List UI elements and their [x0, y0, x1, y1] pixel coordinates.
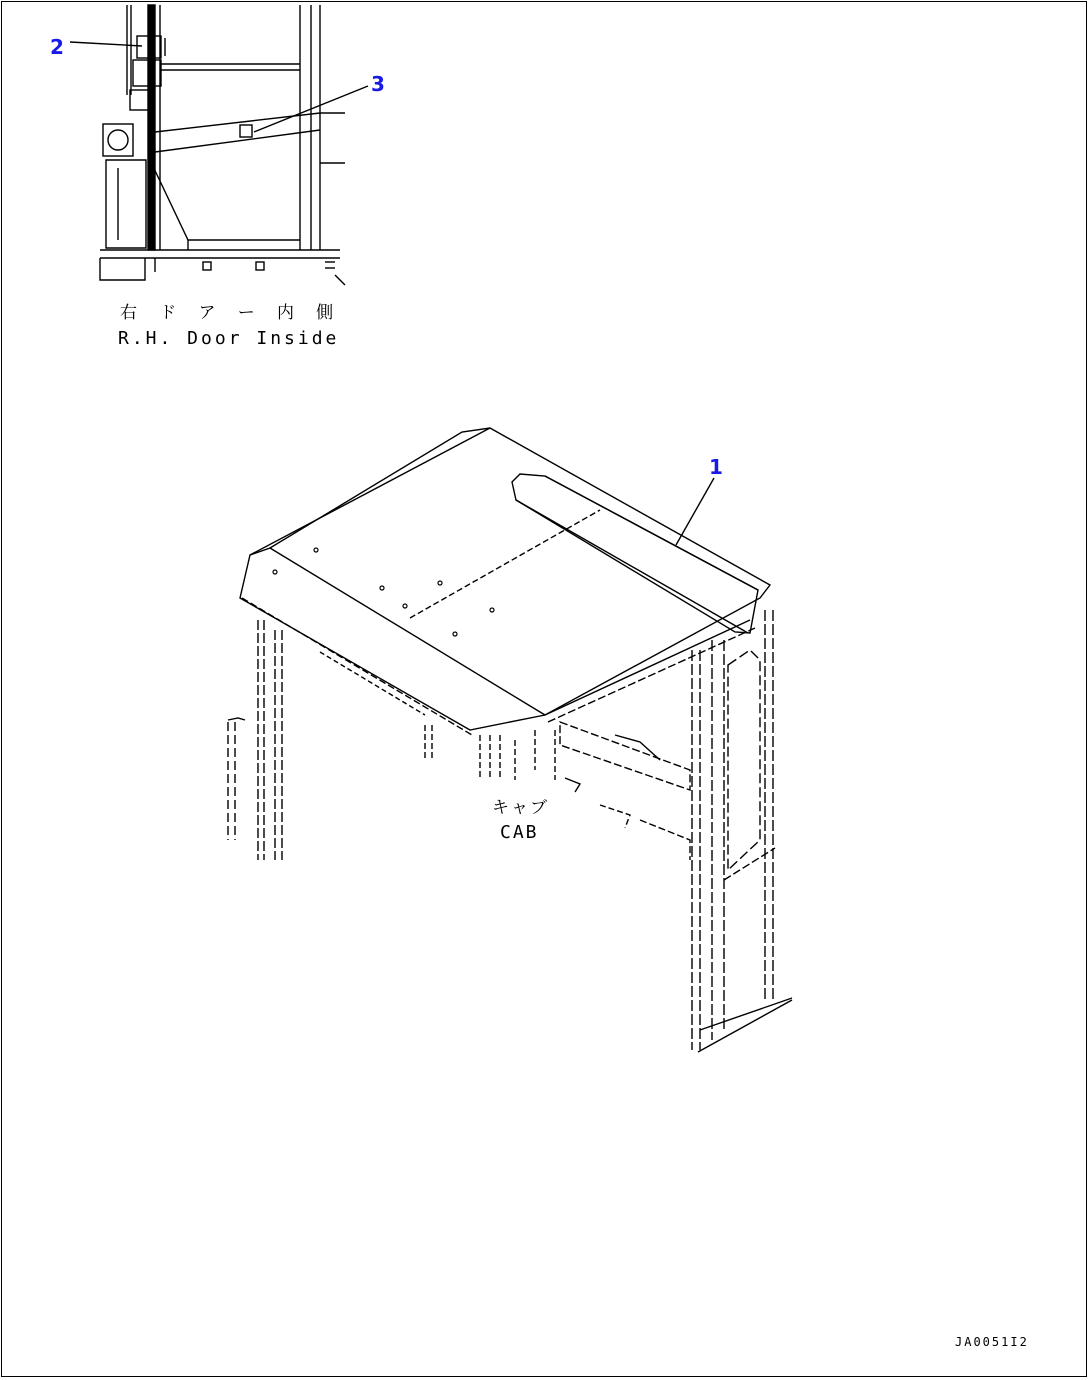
- callout-1[interactable]: 1: [709, 455, 723, 479]
- inset-caption-ja: 右 ド ア ー 内 側: [120, 303, 340, 323]
- cab-drawing: [228, 428, 792, 1052]
- drawing-code: JA0051I2: [955, 1335, 1029, 1349]
- callout-3[interactable]: 3: [371, 72, 385, 96]
- callout-2[interactable]: 2: [50, 35, 64, 59]
- leader-1: [676, 478, 714, 545]
- cab-caption-ja: キャブ: [492, 798, 549, 818]
- door-inset-drawing: [100, 5, 345, 285]
- cab-caption-en: CAB: [500, 822, 539, 843]
- inset-caption-en: R.H. Door Inside: [118, 328, 340, 349]
